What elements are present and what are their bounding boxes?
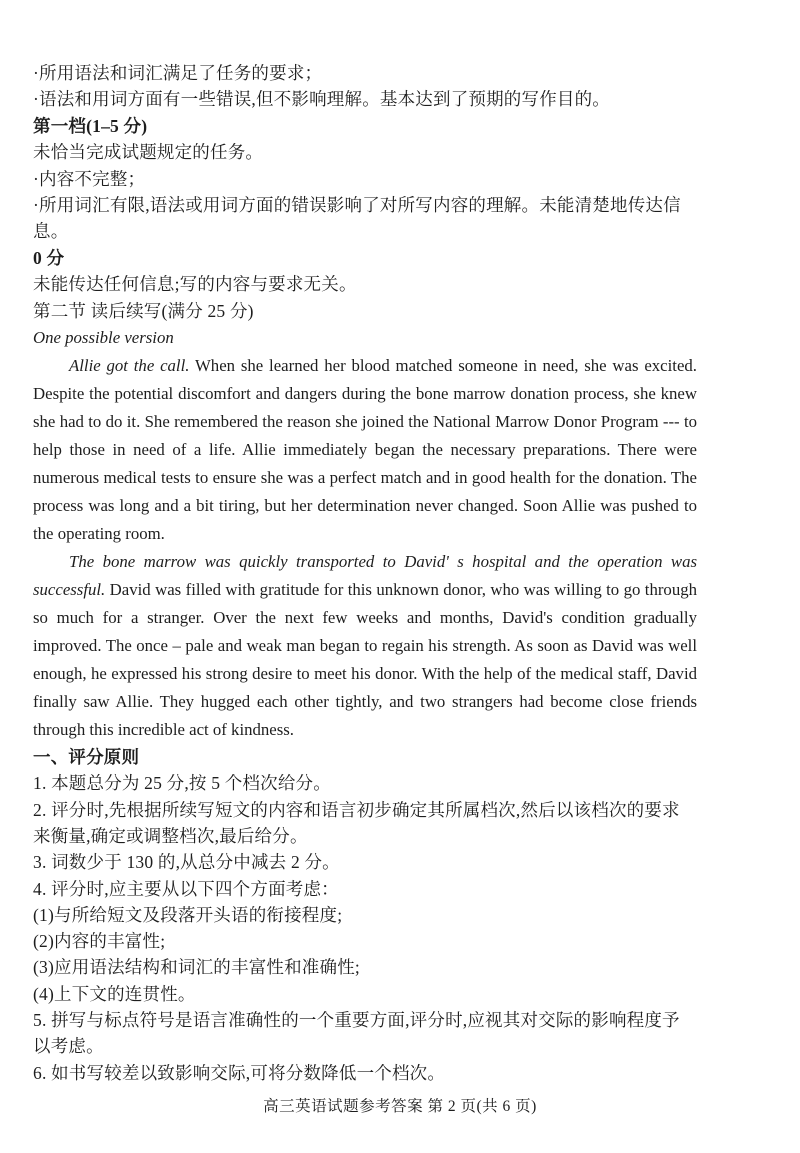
rubric-line: ·内容不完整； — [33, 168, 146, 189]
scoring-item: 5. 拼写与标点符号是语言准确性的一个重要方面,评分时,应视其对交际的影响程度予以考虑。 — [33, 1010, 680, 1057]
scoring-heading: 一、评分原则 — [33, 747, 140, 768]
band-heading-zero: 0 分 — [33, 247, 65, 268]
scoring-item: 3. 词数少于 130 的,从总分中减去 2 分。 — [33, 852, 340, 873]
scoring-item: (2)内容的丰富性; — [33, 931, 166, 952]
essay-paragraph — [33, 548, 697, 744]
essay-paragraph-lead: Allie got the call. — [69, 356, 190, 376]
essay-paragraph — [33, 352, 697, 548]
scoring-item: 4. 评分时,应主要从以下四个方面考虑： — [33, 878, 339, 899]
scoring-item: (3)应用语法结构和词汇的丰富性和准确性; — [33, 957, 360, 978]
scoring-item: (1)与所给短文及段落开头语的衔接程度; — [33, 904, 343, 925]
band-heading: 第一档(1–5 分) — [33, 115, 148, 136]
page-content — [33, 60, 697, 1086]
essay-version-label: One possible version — [33, 328, 174, 348]
rubric-line: 未能传达任何信息;写的内容与要求无关。 — [33, 274, 357, 295]
scoring-item: (4)上下文的连贯性。 — [33, 983, 196, 1004]
essay-paragraph-lead: The bone marrow was quickly transported to David' s hospital and the operation was successful. — [33, 552, 697, 600]
page-footer: 高三英语试题参考答案 第 2 页(共 6 页) — [263, 1098, 537, 1115]
section-heading: 第二节 读后续写(满分 25 分) — [33, 300, 254, 321]
essay-paragraph-body: David was filled with gratitude for this unknown donor, who was willing to go through so much for a stranger. Over the next few weeks and months, David's condition gradually improved. The once – pale and weak man began to regain his strength. As soon as David was well enough, he expressed his strong desire to meet his donor. With the help of the medical staff, David finally saw Allie. They hugged each other tightly, and two strangers had become close friends through this incredible act of kindness. — [33, 580, 697, 740]
scoring-item: 6. 如书写较差以致影响交际,可将分数降低一个档次。 — [33, 1062, 446, 1083]
rubric-line: ·所用词汇有限,语法或用词方面的错误影响了对所写内容的理解。未能清楚地传达信息。 — [33, 195, 681, 242]
scoring-item: 2. 评分时,先根据所续写短文的内容和语言初步确定其所属档次,然后以该档次的要求来衡量,确定或调整档次,最后给分。 — [33, 799, 680, 846]
rubric-line: ·语法和用词方面有一些错误,但不影响理解。基本达到了预期的写作目的。 — [33, 89, 611, 110]
scoring-item: 1. 本题总分为 25 分,按 5 个档次给分。 — [33, 773, 331, 794]
essay-paragraph-body: When she learned her blood matched someone in need, she was excited. Despite the potential discomfort and dangers during the bone marrow donation process, she knew she had to do it. She remembered the reason she joined the National Marrow Donor Program --- to help those in need of a life. Allie immediately began the necessary preparations. There were numerous medical tests to ensure she was a perfect match and in good health for the donation. The process was long and a bit tiring, but her determination never changed. Soon Allie was pushed to the operating room. — [33, 356, 697, 544]
rubric-line: ·所用语法和词汇满足了任务的要求； — [33, 63, 323, 83]
rubric-line: 未恰当完成试题规定的任务。 — [33, 142, 264, 163]
